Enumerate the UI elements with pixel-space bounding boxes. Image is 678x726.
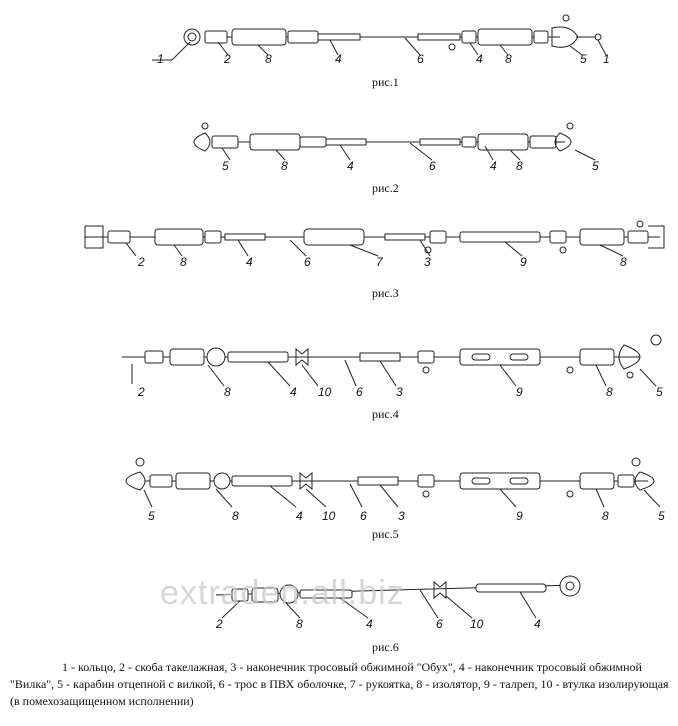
figure-caption: рис.2 xyxy=(372,181,399,195)
callout: 4 xyxy=(246,255,253,269)
callout: 8 xyxy=(281,159,288,173)
callout: 10 xyxy=(470,617,484,631)
callout: 5 xyxy=(656,385,663,399)
callout: 6 xyxy=(429,159,436,173)
callout: 9 xyxy=(520,255,527,269)
callout: 5 xyxy=(580,52,587,66)
callout: 5 xyxy=(222,159,229,173)
figure-1 xyxy=(152,15,610,89)
callout: 6 xyxy=(436,617,443,631)
callout: 4 xyxy=(476,52,483,66)
callout: 2 xyxy=(216,617,223,631)
callout: 6 xyxy=(417,52,424,66)
callout: 2 xyxy=(138,385,145,399)
callout: 9 xyxy=(516,385,523,399)
callout: 2 xyxy=(138,255,145,269)
callout: 1 xyxy=(603,52,610,66)
callout: 7 xyxy=(376,255,383,269)
callout: 9 xyxy=(516,509,523,523)
callout: 4 xyxy=(296,509,303,523)
figure-caption: рис.4 xyxy=(372,407,399,421)
figure-5 xyxy=(126,458,665,541)
figure-caption: рис.6 xyxy=(372,640,399,654)
callout: 3 xyxy=(424,255,431,269)
figure-3 xyxy=(85,221,664,300)
callout: 4 xyxy=(366,617,373,631)
callout: 6 xyxy=(356,385,363,399)
callout: 4 xyxy=(290,385,297,399)
callout: 3 xyxy=(396,385,403,399)
callout: 8 xyxy=(606,385,613,399)
callout: 8 xyxy=(620,255,627,269)
callout: 10 xyxy=(318,385,332,399)
callout: 6 xyxy=(360,509,367,523)
callout: 5 xyxy=(658,509,665,523)
figure-4 xyxy=(122,335,663,421)
callout: 1 xyxy=(157,52,164,66)
callout: 3 xyxy=(398,509,405,523)
watermark: extraden.all.biz xyxy=(160,574,405,612)
callout: 8 xyxy=(296,617,303,631)
figure-caption: рис.3 xyxy=(372,286,399,300)
callout: 4 xyxy=(534,617,541,631)
callout: 8 xyxy=(516,159,523,173)
figure-caption: рис.1 xyxy=(372,75,399,89)
callout: 8 xyxy=(265,52,272,66)
legend-text: 1 - кольцо, 2 - скоба такелажная, 3 - наконечник тросовый обжимной "Обух", 4 - наконечник тросовый обжимной "Вилка", 5 - карабин отцепной с вилкой, 6 - трос в ПВХ оболочке, 7 - рукоятка, 8 - изолятор, 9 - талреп, 10 - втулка изолирующая (в помехозащищенном исполнении) xyxy=(10,660,669,708)
callout: 4 xyxy=(335,52,342,66)
figure-2 xyxy=(194,123,599,195)
callout: 8 xyxy=(224,385,231,399)
callout: 10 xyxy=(322,509,336,523)
callout: 6 xyxy=(304,255,311,269)
callout: 8 xyxy=(180,255,187,269)
callout: 8 xyxy=(232,509,239,523)
callout: 8 xyxy=(602,509,609,523)
callout: 8 xyxy=(505,52,512,66)
callout: 4 xyxy=(490,159,497,173)
callout: 5 xyxy=(148,509,155,523)
callout: 5 xyxy=(592,159,599,173)
callout: 2 xyxy=(224,52,231,66)
figure-caption: рис.5 xyxy=(372,527,399,541)
callout: 4 xyxy=(347,159,354,173)
